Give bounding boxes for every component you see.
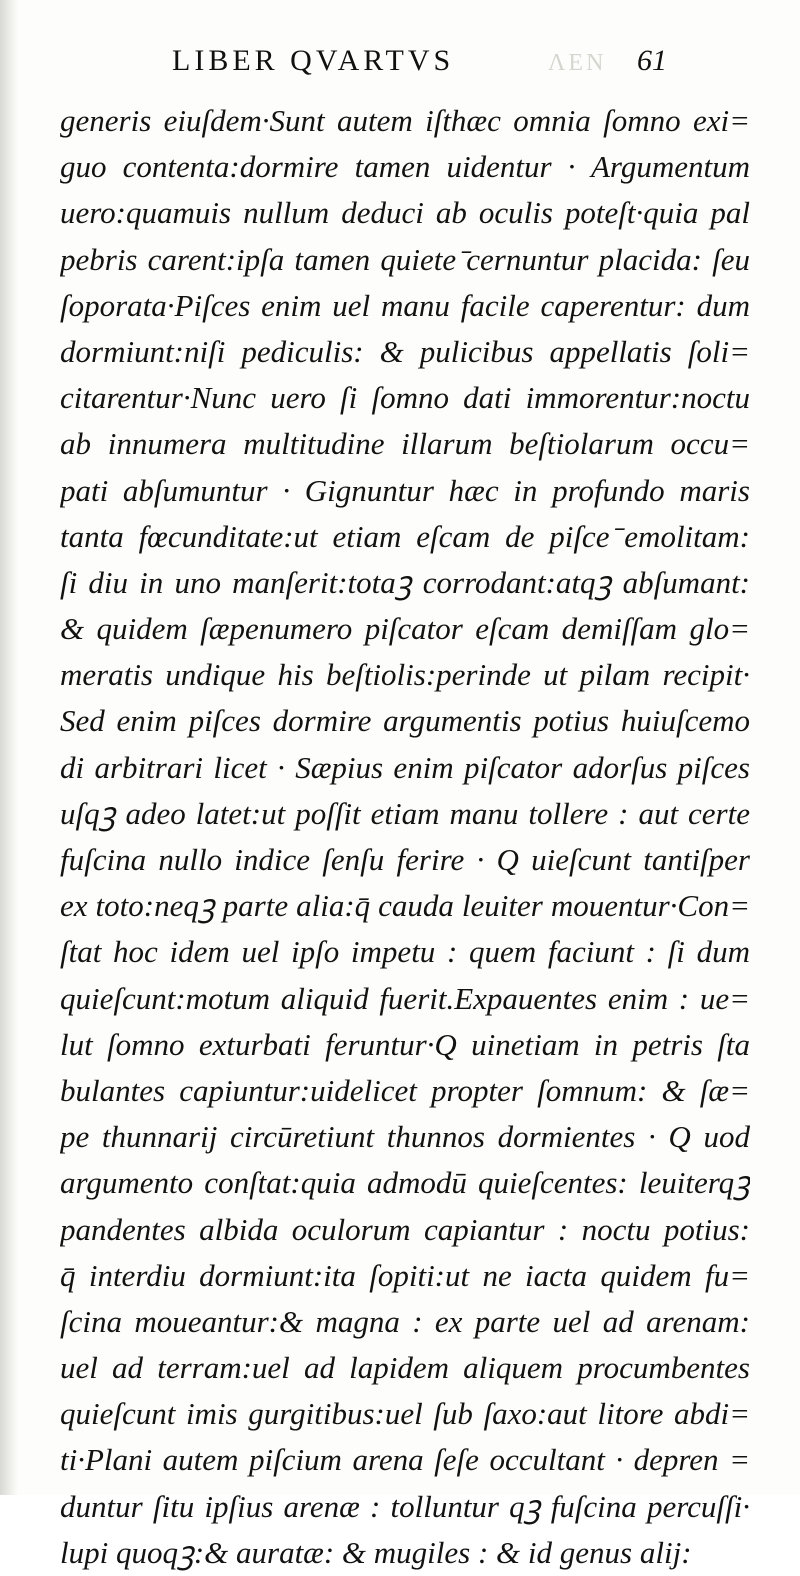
text-line: ab innumera multitudine illarum beſtiolarum occu= <box>60 426 750 462</box>
text-line: dormiunt:niſi pediculis: & pulicibus appellatis ſoli= <box>60 333 750 369</box>
text-line: ſcina moueantur:& magna : ex parte uel ad arenam: <box>60 1303 750 1339</box>
text-line: quieſcunt:motum aliquid fuerit.Expauentes enim : ue= <box>60 980 750 1016</box>
text-line: lut ſomno exturbati feruntur·Q uinetiam in petris ſta <box>60 1026 750 1062</box>
text-line: guo contenta:dormire tamen uidentur · Argumentum <box>60 149 750 185</box>
body-text <box>60 98 750 1576</box>
text-line: pandentes albida oculorum capiantur : noctu potius: <box>60 1211 750 1247</box>
text-line: tanta fœcunditate:ut etiam eſcam de piſce ̄emolitam: <box>60 518 750 554</box>
text-line: generis eiuſdem·Sunt autem iſthæc omnia ſomno exi= <box>60 103 750 138</box>
running-title: LIBER QVARTVS <box>172 44 455 77</box>
text-line: ex toto:neqꝫ parte alia:q̄ cauda leuiter mouentur·Con= <box>60 888 750 924</box>
text-line: quieſcunt imis gurgitibus:uel ſub ſaxo:aut litore abdi= <box>60 1396 750 1432</box>
text-line: q̄ interdiu dormiunt:ita ſopiti:ut ne iacta quidem fu= <box>60 1257 750 1293</box>
text-line: pe thunnarij circūretiunt thunnos dormientes · Q uod <box>60 1119 750 1155</box>
text-line: citarentur·Nunc uero ſi ſomno dati immorentur:noctu <box>60 380 750 416</box>
text-line: uel ad terram:uel ad lapidem aliquem procumbentes <box>60 1350 750 1386</box>
text-line: uſqꝫ adeo latet:ut poſſit etiam manu tollere : aut certe <box>60 795 750 831</box>
text-line: pati abſumuntur · Gignuntur hæc in profundo maris <box>60 472 750 508</box>
text-line: ſoporata·Piſces enim uel manu facile caperentur: dum <box>60 287 750 323</box>
text-line: argumento conſtat:quia admodū quieſcentes: leuiterqꝫ <box>60 1165 750 1201</box>
text-line: uero:quamuis nullum deduci ab oculis poteſt·quia pal <box>60 195 750 231</box>
text-line: ti·Plani autem piſcium arena ſeſe occultant · depren = <box>60 1442 750 1478</box>
text-line: ſtat hoc idem uel ipſo impetu : quem faciunt : ſi dum <box>60 934 750 970</box>
text-line: bulantes capiuntur:uidelicet propter ſomnum: & ſæ= <box>60 1072 750 1108</box>
text-line: ſi diu in uno manſerit:totaꝫ corrodant:atqꝫ abſumant: <box>60 564 750 600</box>
text-line: duntur ſitu ipſius arenæ : tolluntur qꝫ fuſcina percuſſi· <box>60 1488 750 1524</box>
text-line: & quidem ſæpenumero piſcator eſcam demiſſam glo= <box>60 611 750 647</box>
text-line: meratis undique his beſtiolis:perinde ut pilam recipit· <box>60 657 750 693</box>
text-line: pebris carent:ipſa tamen quiete ̄cernuntur placida: ſeu <box>60 241 750 277</box>
text-line: lupi quoqꝫ:& auratæ: & mugiles : & id genus alij: <box>60 1534 692 1570</box>
running-head <box>0 44 800 84</box>
page-number: 61 <box>637 44 667 77</box>
show-through-text: ΛΕΝ <box>548 50 607 76</box>
text-line: di arbitrari licet · Sæpius enim piſcator adorſus piſces <box>60 749 750 785</box>
text-line: fuſcina nullo indice ſenſu ferire · Q uieſcunt tantiſper <box>60 842 750 877</box>
text-line: Sed enim piſces dormire argumentis potius huiuſcemo <box>60 703 750 739</box>
gutter-shadow <box>0 0 18 1495</box>
